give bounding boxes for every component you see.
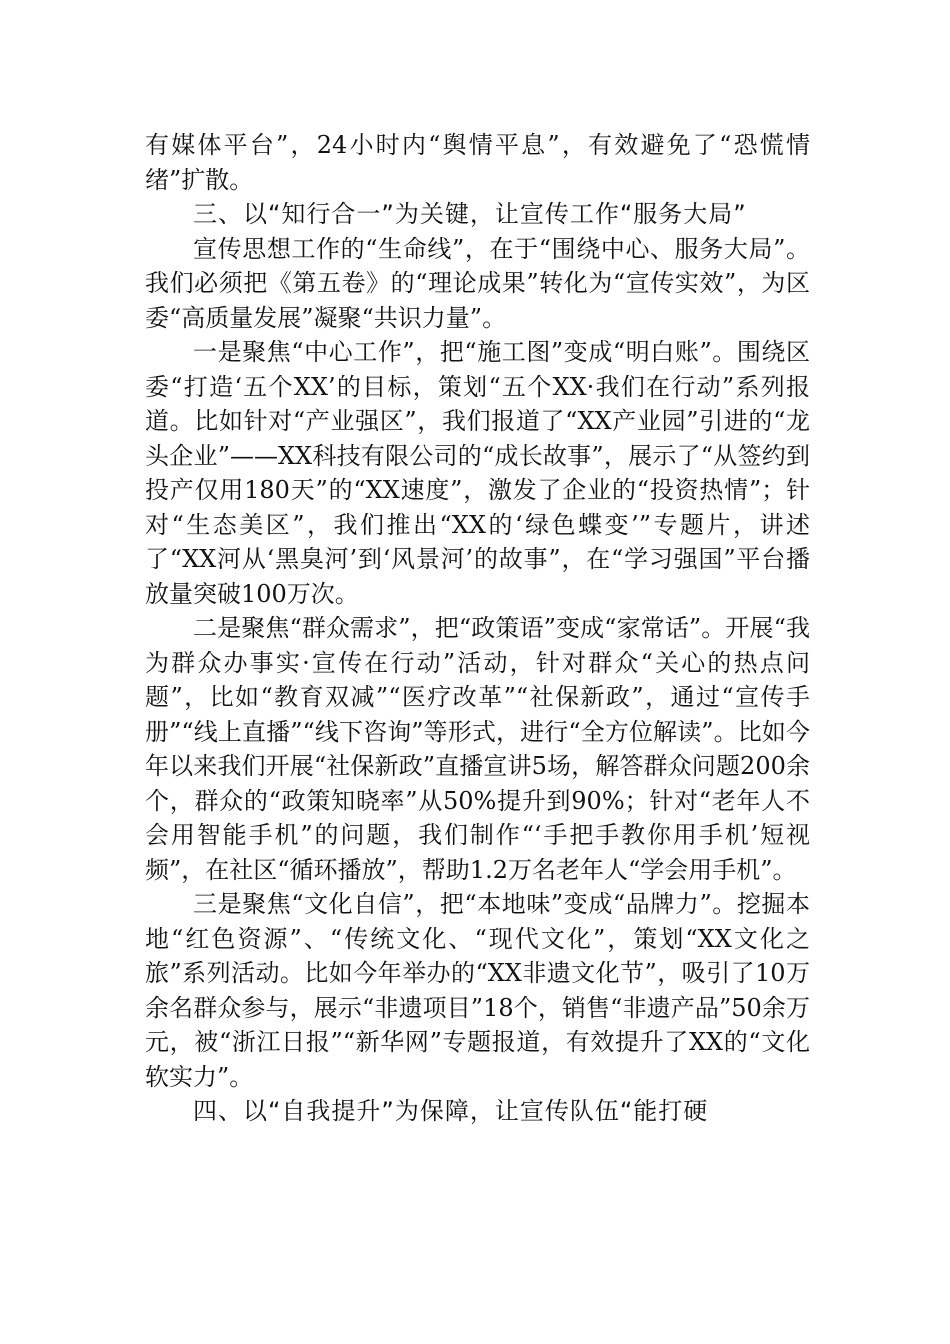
- paragraph-intro: 宣传思想工作的“生命线”，在于“围绕中心、服务大局”。我们必须把《第五卷》的“理论成果”转化为“宣传实效”，为区委“高质量发展”凝聚“共识力量”。: [145, 234, 810, 332]
- paragraph-point-3: 三是聚焦“文化自信”，把“本地味”变成“品牌力”。挖掘本地“红色资源”、“传统文化、“现代文化”，策划“XX文化之旅”系列活动。比如今年举办的“XX非遗文化节”，吸引了10万余名群众参与，展示“非遗项目”18个，销售“非遗产品”50余万元，被“浙江日报”“新华网”专题报道，有效提升了XX的“文化软实力”。: [145, 890, 810, 1091]
- section-heading-4: 四、以“自我提升”为保障，让宣传队伍“能打硬: [193, 1097, 709, 1125]
- section-heading-3: 三、以“知行合一”为关键，让宣传工作“服务大局”: [193, 200, 747, 228]
- paragraph-point-1: 一是聚焦“中心工作”，把“施工图”变成“明白账”。围绕区委“打造‘五个XX’的目标，策划“五个XX·我们在行动”系列报道。比如针对“产业强区”，我们报道了“XX产业园”引进的“龙头企业”——XX科技有限公司的“成长故事”，展示了“从签约到投产仅用180天”的“XX速度”，激发了企业的“投资热情”；针对“生态美区”，我们推出“XX的‘绿色蝶变’”专题片，讲述了“XX河从‘黑臭河’到‘风景河’的故事”，在“学习强国”平台播放量突破100万次。: [145, 338, 810, 608]
- paragraph-continuation: 有媒体平台”，24小时内“舆情平息”，有效避免了“恐慌情绪”扩散。: [145, 131, 810, 194]
- paragraph-point-2: 二是聚焦“群众需求”，把“政策语”变成“家常话”。开展“我为群众办事实·宣传在行动”活动，针对群众“关心的热点问题”，比如“教育双减”“医疗改革”“社保新政”，通过“宣传手册”“线上直播”“线下咨询”等形式，进行“全方位解读”。比如今年以来我们开展“社保新政”直播宣讲5场，解答群众问题200余个，群众的“政策知晓率”从50%提升到90%；针对“老年人不会用智能手机”的问题，我们制作“‘手把手教你用手机’短视频”，在社区“循环播放”，帮助1.2万名老年人“学会用手机”。: [145, 614, 810, 884]
- document-body: [145, 128, 810, 1129]
